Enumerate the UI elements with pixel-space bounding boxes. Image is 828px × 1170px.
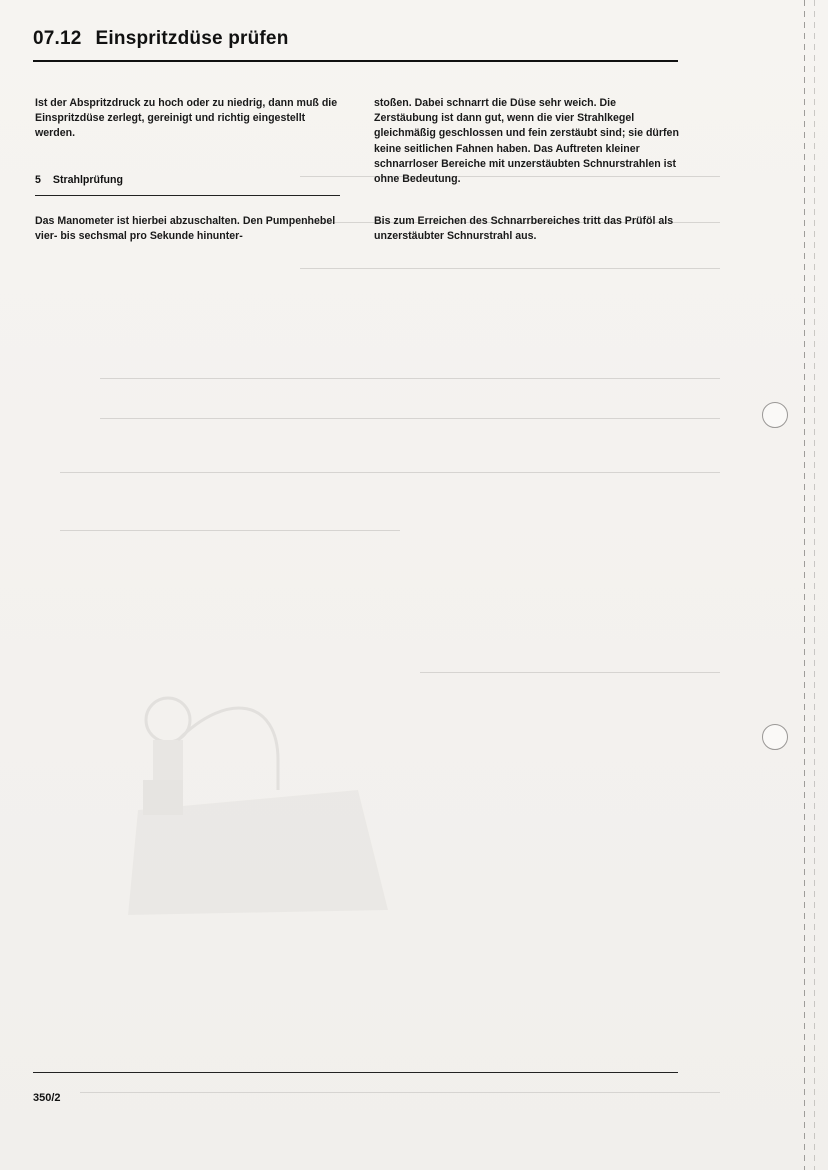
left-body-paragraph	[35, 214, 340, 244]
page-edge-line	[814, 0, 815, 1170]
intro-text: Ist der Abspritzdruck zu hoch oder zu niedrig, dann muß die Einspritzdüse zerlegt, gereinigt und richtig eingestellt werden.	[35, 97, 338, 140]
show-through-figure	[118, 690, 408, 920]
body-text: Das Manometer ist hierbei abzuschalten. Den Pumpenhebel vier- bis sechsmal pro Sekunde hinunter-	[35, 215, 336, 243]
section-heading-number: 5	[35, 174, 41, 186]
punch-hole	[762, 402, 788, 428]
header-divider	[33, 60, 678, 62]
section-heading-title: Strahlprüfung	[52, 174, 123, 186]
show-through-rule	[420, 672, 720, 673]
section-divider	[35, 195, 340, 196]
section-number: 07.12	[33, 28, 82, 49]
right-text-1: stoßen. Dabei schnarrt die Düse sehr weich. Die Zerstäubung ist dann gut, wenn die vier Strahlkegel gleichmäßig geschlossen und fein zerstäubt sind; sie dürfen keine seitlichen Fahnen haben. Das Auftreten kleiner schnarrloser Bereiche mit unzerstäubten Schnurstrahlen ist ohne Bedeutung.	[374, 97, 679, 186]
page-title	[33, 28, 289, 50]
page-number: 350/2	[33, 1092, 61, 1104]
show-through-rule	[100, 378, 720, 379]
show-through-rule	[100, 418, 720, 419]
right-paragraph-1	[374, 96, 680, 187]
punch-hole	[762, 724, 788, 750]
show-through-rule	[60, 472, 720, 473]
section-heading	[35, 174, 123, 186]
right-text-2: Bis zum Erreichen des Schnarrbereiches tritt das Prüföl als unzerstäubter Schnurstrahl aus.	[374, 215, 674, 243]
page-edge-line	[804, 0, 805, 1170]
title-text: Einspritzdüse prüfen	[95, 28, 289, 49]
show-through-rule	[300, 268, 720, 269]
footer-divider	[33, 1072, 678, 1073]
show-through-rule	[80, 1092, 720, 1093]
left-intro-paragraph	[35, 96, 340, 142]
show-through-rule	[60, 530, 400, 531]
right-paragraph-2	[374, 214, 680, 244]
